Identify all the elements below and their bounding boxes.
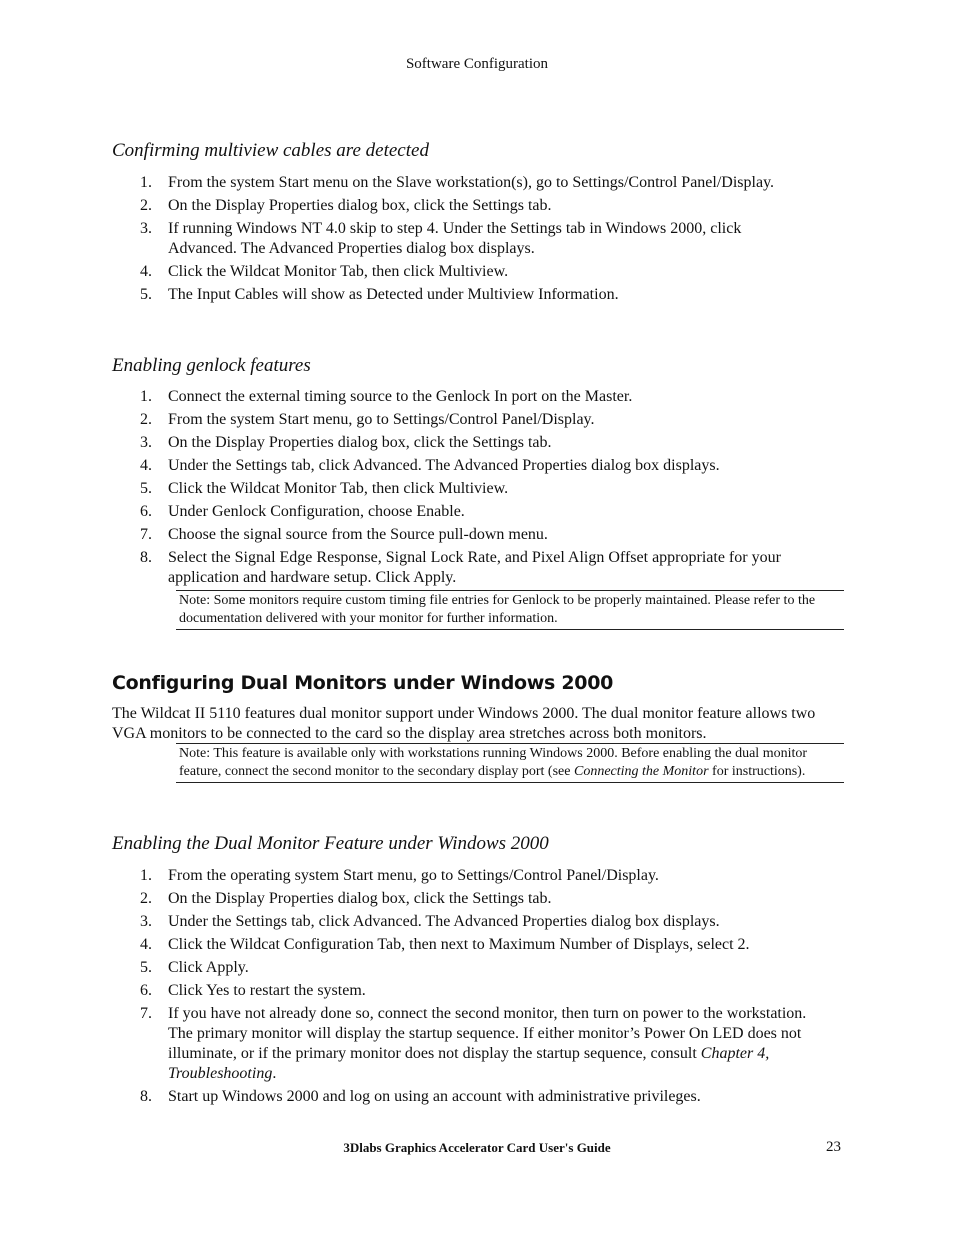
list-item: 7. If you have not already done so, connect the second monitor, then turn on power to the workstation. The primary monitor will display the startup sequence. If either monitor’s Power On LED does not illuminate, or if the primary monitor does not display the startup sequence, consult Chapter 4, Troubleshooting. — [140, 1005, 807, 1082]
section-heading-enable-dual: Enabling the Dual Monitor Feature under Windows 2000 — [112, 833, 549, 854]
list-item: 8. Start up Windows 2000 and log on using an account with administrative privileges. — [140, 1088, 701, 1105]
list-item: 6. Under Genlock Configuration, choose Enable. — [140, 503, 465, 520]
multiview-steps — [0, 173, 808, 308]
list-item: 5. The Input Cables will show as Detected under Multiview Information. — [140, 286, 619, 303]
list-item: 1. From the operating system Start menu, go to Settings/Control Panel/Display. — [140, 867, 659, 884]
list-item: 4. Click the Wildcat Configuration Tab, then next to Maximum Number of Displays, select 2. — [140, 936, 750, 953]
list-item: 5. Click the Wildcat Monitor Tab, then click Multiview. — [140, 480, 509, 497]
list-item: 7. Choose the signal source from the Source pull-down menu. — [140, 526, 548, 543]
list-item: 1. From the system Start menu on the Slave workstation(s), go to Settings/Control Panel/Display. — [140, 174, 775, 191]
cross-reference: Chapter 4, Troubleshooting — [168, 1045, 770, 1082]
dual-monitor-intro: The Wildcat II 5110 features dual monitor support under Windows 2000. The dual monitor feature allows two VGA monitors to be connected to the card so the display area stretches across both monitors. — [112, 705, 816, 742]
list-item: 4. Click the Wildcat Monitor Tab, then click Multiview. — [140, 263, 509, 280]
page-number: 23 — [826, 1139, 841, 1155]
list-item: 6. Click Yes to restart the system. — [140, 982, 366, 999]
dual-monitor-steps — [0, 866, 808, 1110]
list-item: 4. Under the Settings tab, click Advanced. The Advanced Properties dialog box displays. — [140, 457, 720, 474]
list-item: 1. Connect the external timing source to the Genlock In port on the Master. — [140, 388, 633, 405]
genlock-steps — [0, 387, 808, 591]
list-item: 3. Under the Settings tab, click Advanced. The Advanced Properties dialog box displays. — [140, 913, 720, 930]
genlock-note: Note: Some monitors require custom timing file entries for Genlock to be properly maintained. Please refer to the documentation delivered with your monitor for further information. — [176, 590, 844, 630]
section-heading-multiview: Confirming multiview cables are detected — [112, 140, 429, 161]
list-item: 8. Select the Signal Edge Response, Signal Lock Rate, and Pixel Align Offset appropriate for your application and hardware setup. Click Apply. — [140, 549, 781, 586]
dual-monitor-note: Note: This feature is available only with workstations running Windows 2000. Before enabling the dual monitor feature, connect the second monitor to the secondary display port (see Connecting the Monitor for instructions). — [176, 743, 844, 783]
list-item: 3. If running Windows NT 4.0 skip to step 4. Under the Settings tab in Windows 2000, click Advanced. The Advanced Properties dialog box displays. — [140, 220, 742, 257]
list-item: 2. On the Display Properties dialog box, click the Settings tab. — [140, 197, 552, 214]
list-item: 3. On the Display Properties dialog box, click the Settings tab. — [140, 434, 552, 451]
footer-book-title: 3Dlabs Graphics Accelerator Card User's Guide — [343, 1140, 611, 1155]
list-item: 2. On the Display Properties dialog box, click the Settings tab. — [140, 890, 552, 907]
section-title-dual-monitors: Configuring Dual Monitors under Windows 2000 — [112, 672, 614, 694]
list-item: 5. Click Apply. — [140, 959, 249, 976]
running-header: Software Configuration — [405, 56, 549, 72]
list-item: 2. From the system Start menu, go to Settings/Control Panel/Display. — [140, 411, 595, 428]
cross-reference: Connecting the Monitor — [573, 764, 709, 779]
section-heading-genlock: Enabling genlock features — [112, 355, 311, 376]
